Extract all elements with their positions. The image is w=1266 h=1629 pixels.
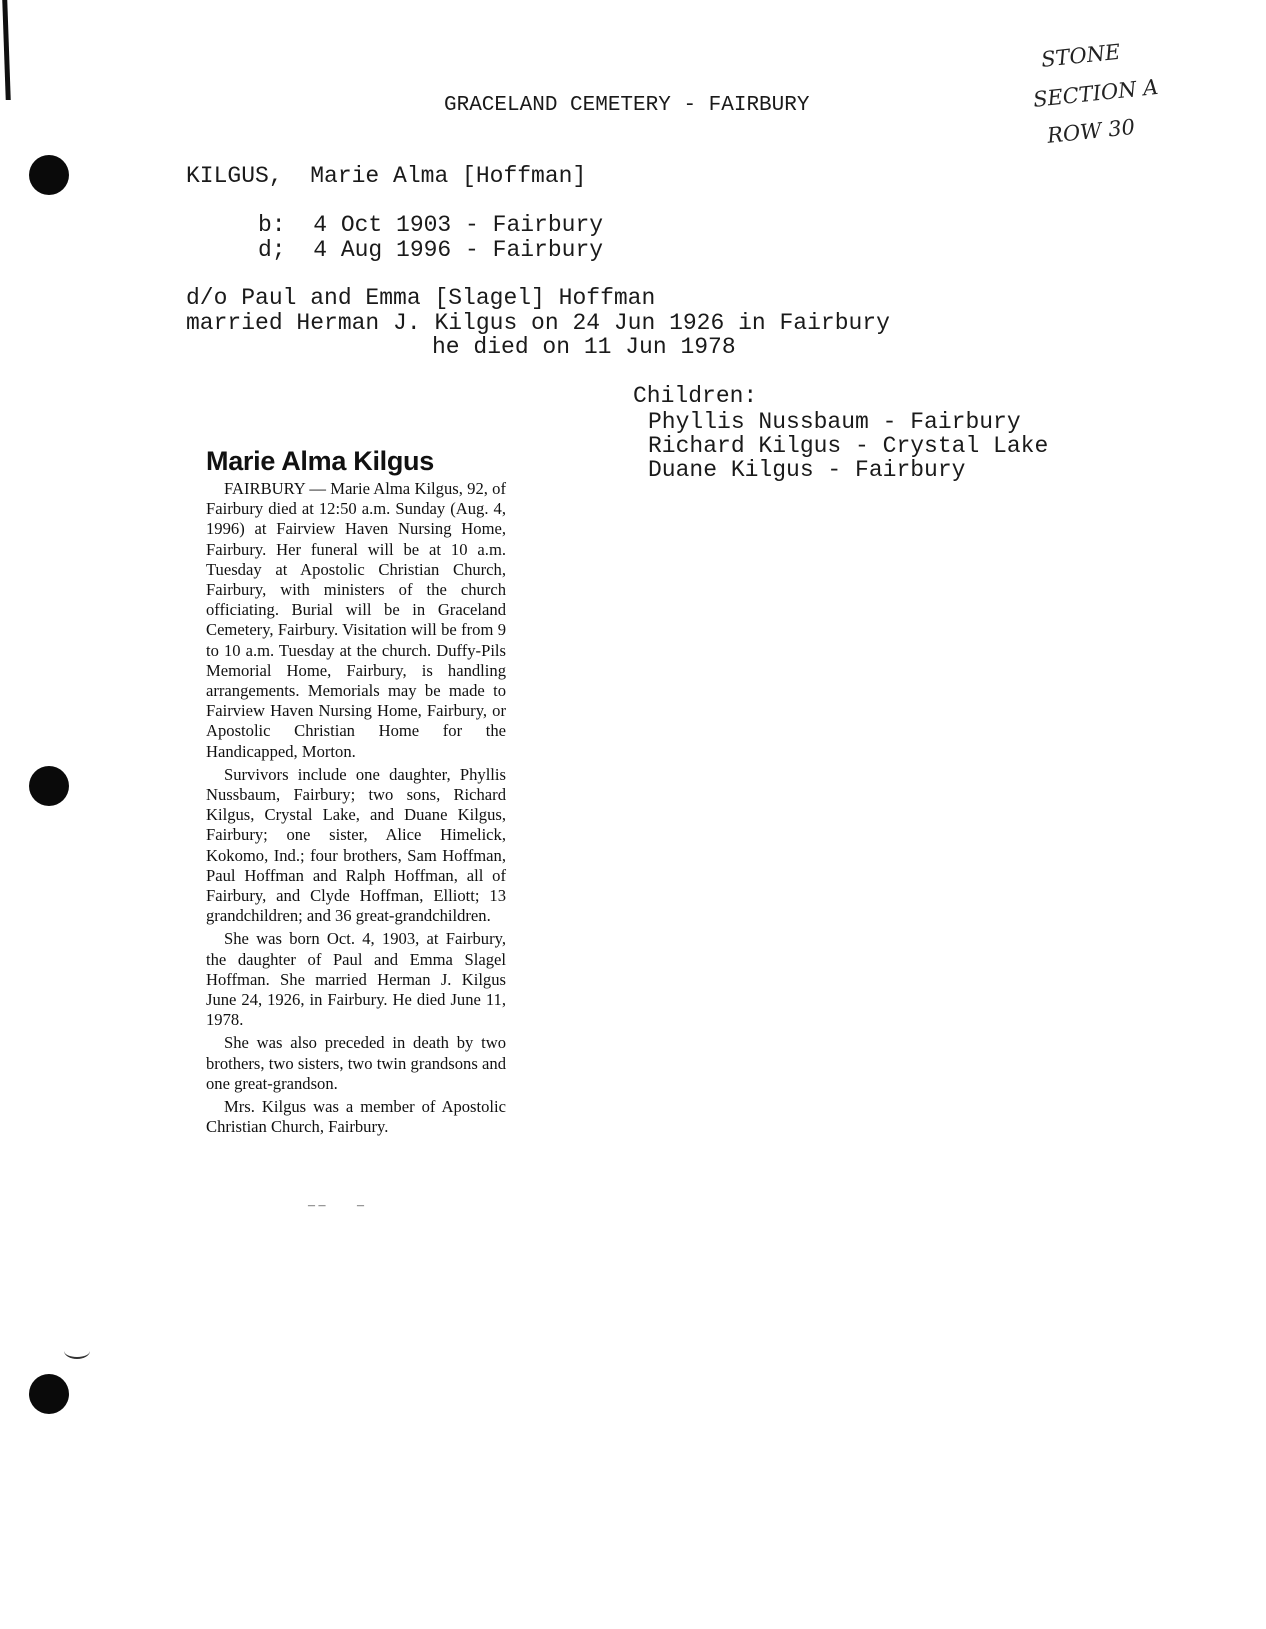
handwritten-stone: STONE <box>1040 39 1122 72</box>
handwritten-section: SECTION A <box>1032 74 1160 112</box>
parents-line: d/o Paul and Emma [Slagel] Hoffman <box>186 285 656 311</box>
child-item: Phyllis Nussbaum - Fairbury <box>648 409 1021 435</box>
obituary-paragraph: FAIRBURY — Marie Alma Kilgus, 92, of Fairbury died at 12:50 a.m. Sunday (Aug. 4, 1996) at Fairview Haven Nursing Home, Fairbury. Her funeral will be at 10 a.m. Tuesday at Apostolic Christian Church, Fairbury, with ministers of the church officiating. Burial will be in Graceland Cemetery, Fairbury. Visitation will be from 9 to 10 a.m. Tuesday at the church. Duffy-Pils Memorial Home, Fairbury, is handling arrangements. Memorials may be made to Fairview Haven Nursing Home, Fairbury, or Apostolic Christian Home for the Handicapped, Morton. <box>206 479 506 761</box>
page-title: GRACELAND CEMETERY - FAIRBURY <box>444 94 810 117</box>
obituary-clipping <box>206 445 506 1141</box>
punch-hole-bottom <box>29 1374 69 1414</box>
birth-line: b: 4 Oct 1903 - Fairbury <box>258 212 604 238</box>
obituary-paragraph: She was born Oct. 4, 1903, at Fairbury, the daughter of Paul and Emma Slagel Hoffman. She married Herman J. Kilgus June 24, 1926, in Fairbury. He died June 11, 1978. <box>206 929 506 1030</box>
married-line: married Herman J. Kilgus on 24 Jun 1926 in Fairbury <box>186 310 890 336</box>
page-edge-mark <box>2 0 10 100</box>
punch-hole-top <box>29 155 69 195</box>
death-line: d; 4 Aug 1996 - Fairbury <box>258 237 604 263</box>
punch-hole-middle <box>29 766 69 806</box>
handwritten-row: ROW 30 <box>1046 114 1137 148</box>
obituary-paragraph: Mrs. Kilgus was a member of Apostolic Christian Church, Fairbury. <box>206 1097 506 1137</box>
deceased-name: KILGUS, Marie Alma [Hoffman] <box>186 163 587 189</box>
clipping-edge-mark: – – – <box>308 1198 364 1213</box>
obituary-paragraph: She was also preceded in death by two brothers, two sisters, two twin grandsons and one great-grandson. <box>206 1033 506 1093</box>
pen-mark <box>64 1343 90 1359</box>
children-heading: Children: <box>633 383 758 409</box>
child-item: Duane Kilgus - Fairbury <box>648 457 966 483</box>
spouse-death-line: he died on 11 Jun 1978 <box>432 334 736 360</box>
obituary-paragraph: Survivors include one daughter, Phyllis Nussbaum, Fairbury; two sons, Richard Kilgus, Crystal Lake, and Duane Kilgus, Fairbury; one sister, Alice Himelick, Kokomo, Ind.; four brothers, Sam Hoffman, Paul Hoffman and Ralph Hoffman, all of Fairbury, and Clyde Hoffman, Elliott; 13 grandchildren; and 36 great-grandchildren. <box>206 764 506 926</box>
child-item: Richard Kilgus - Crystal Lake <box>648 433 1049 459</box>
obituary-headline: Marie Alma Kilgus <box>206 446 434 476</box>
